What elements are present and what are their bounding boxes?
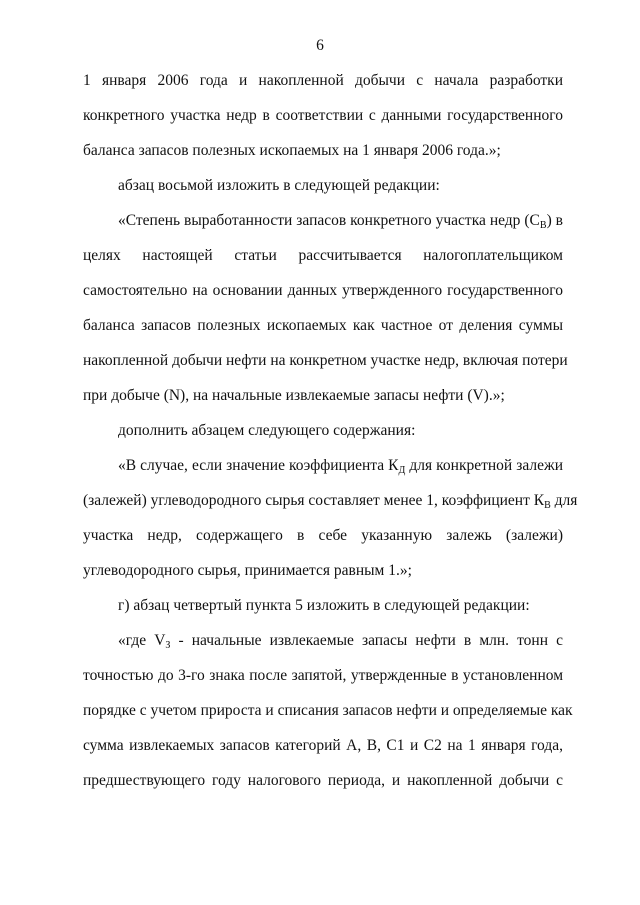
text-line: дополнить абзацем следующего содержания:: [118, 422, 416, 439]
text-line: 1 января 2006 года и накопленной добычи с начала разработки: [83, 72, 563, 89]
text-line: (залежей) углеводородного сырья составляет менее 1, коэффициент $К_В$ для: [83, 492, 578, 511]
text-line: целях настоящей статьи рассчитывается налогоплательщиком: [83, 247, 563, 264]
text-line: «Степень выработанности запасов конкретного участка недр $(С_В)$ в: [118, 212, 563, 231]
text-line: углеводородного сырья, принимается равным 1.»;: [83, 562, 412, 579]
text-line: «В случае, если значение коэффициента $К_Д$ для конкретной залежи: [118, 457, 564, 476]
text-line: баланса запасов полезных ископаемых на 1 января 2006 года.»;: [83, 142, 501, 159]
text-line: абзац восьмой изложить в следующей редакции:: [118, 177, 440, 194]
text-line: конкретного участка недр в соответствии с данными государственного: [83, 107, 563, 124]
page-number: 6: [316, 37, 324, 54]
text-line: участка недр, содержащего в себе указанную залежь (залежи): [83, 527, 563, 544]
text-line: порядке с учетом прироста и списания запасов нефти и определяемые как: [83, 702, 573, 719]
text-line: точностью до 3-го знака после запятой, утвержденные в установленном: [83, 667, 563, 684]
text-line: «где $V_З$ - начальные извлекаемые запасы нефти в млн. тонн с: [118, 632, 563, 651]
text-line: предшествующего году налогового периода, и накопленной добычи с: [83, 772, 563, 789]
text-line: сумма извлекаемых запасов категорий А, В, С1 и С2 на 1 января года,: [83, 737, 563, 754]
text-line: при добыче (N), на начальные извлекаемые запасы нефти (V).»;: [83, 387, 505, 404]
text-line: баланса запасов полезных ископаемых как частное от деления суммы: [83, 317, 563, 334]
text-line: самостоятельно на основании данных утвержденного государственного: [83, 282, 563, 299]
text-line: г) абзац четвертый пункта 5 изложить в следующей редакции:: [118, 597, 530, 614]
text-line: накопленной добычи нефти на конкретном участке недр, включая потери: [83, 352, 568, 369]
